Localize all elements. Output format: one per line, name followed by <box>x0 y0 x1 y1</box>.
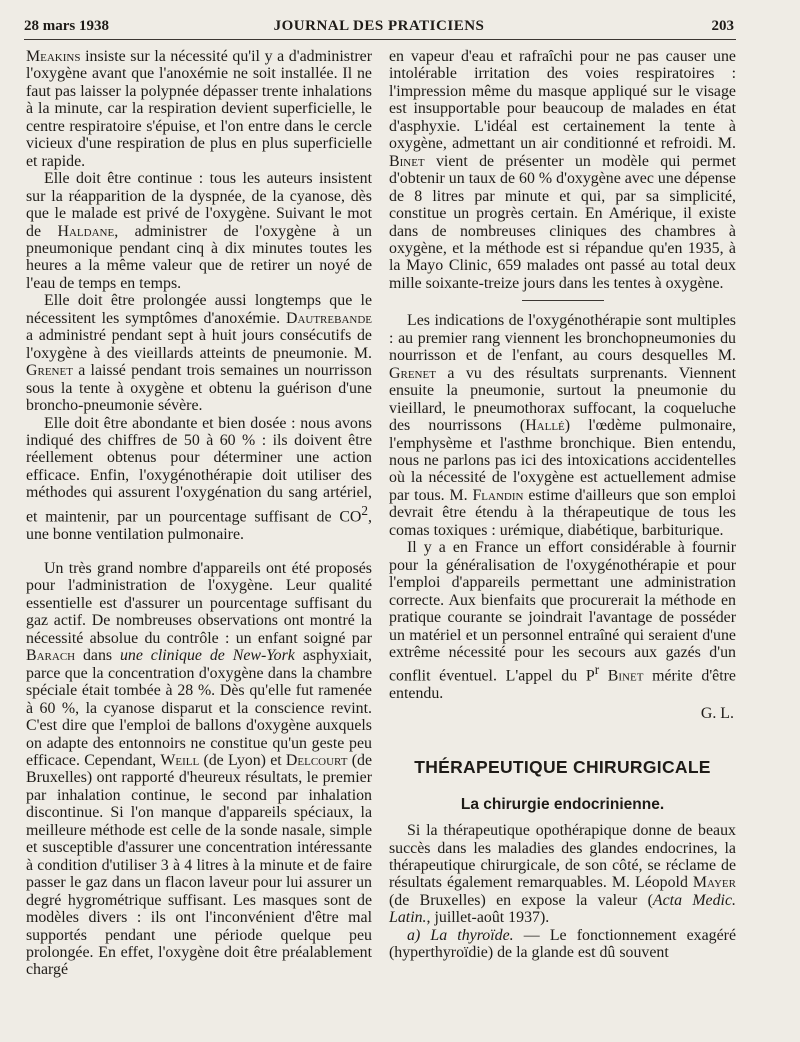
paragraph-gap <box>26 543 372 560</box>
section-divider <box>522 300 604 301</box>
paragraph: a) La thyroïde. — Le fonctionnement exagéré (hyperthyroïdie) de la glande est dû souvent <box>389 926 736 962</box>
paragraph: Meakins insiste sur la nécessité qu'il y a d'administrer l'oxygène avant que l'anoxémie ne soit installée. Il ne faut pas laisser la polypnée dépasser trente inhalations à la minute, car la respiration devient superficielle, le centre respiratoire s'épuise, et l'on entre dans le cercle vicieux d'une respiration de plus en plus superficielle et rapide. <box>26 48 372 170</box>
header-date: 28 mars 1938 <box>24 18 109 34</box>
running-header <box>24 14 734 36</box>
right-column <box>389 48 736 962</box>
paragraph: en vapeur d'eau et rafraîchi pour ne pas causer une intolérable irritation des voies respiratoires : l'impression même du masque appliqué sur le visage est insupportable pour beaucoup de malades en état d'asphyxie. L'idéal est certainement la tente à oxygène, admettant un air conditionné et refroidi. M. Binet vient de présenter un modèle qui permet d'obtenir un taux de 60 % d'oxygène avec une dépense de 8 litres par minute et qui, par sa simplicité, constitue un progrès certain. En Amérique, il existe dans de nombreuses cliniques des chambres à oxygène, et la méthode est si répandue qu'en 1935, à la Mayo Clinic, 659 malades ont passé au total deux mille soixante-treize jours dans les tentes à oxygène. <box>389 48 736 292</box>
header-page-number: 203 <box>711 18 734 34</box>
author-signature: G. L. <box>700 704 734 722</box>
paragraph: Un très grand nombre d'appareils ont été proposés pour l'administration de l'oxygène. Leur qualité essentielle est d'assurer un pourcentage suffisant du gaz actif. De nombreuses observations ont montré la nécessité absolue du contrôle : un enfant soigné par Barach dans une clinique de New-York asphyxiait, parce que la concentration d'oxygène dans la chambre spéciale était tombée à 28 %. Dès qu'elle fut ramenée à 60 %, la cyanose disparut et la conscience revint. C'est dire que l'emploi de ballons d'oxygène auxquels on adapte des entonnoirs ne constitue qu'un geste peu efficace. Cependant, Weill (de Lyon) et Delcourt (de Bruxelles) ont rapporté d'heureux résultats, le premier par inhalation continue, le second par inhalation discontinue. Si l'on manque d'appareils spéciaux, la meilleure méthode est celle de la sonde nasale, simple et susceptible d'assurer une concentration intéressante à condition d'utiliser 3 à 4 litres à la minute et de faire passer le gaz dans un flacon laveur pour lui assurer un degré hygrométrique suffisant. Les masques sont de modèles divers : ils ont l'inconvénient d'être mal supportés pendant une période quelque peu prolongée. En effet, l'oxygène doit être préalablement chargé <box>26 559 373 979</box>
paragraph: Il y a en France un effort considérable à fournir pour la généralisation de l'oxygénothérapie et pour l'emploi d'appareils permettant une administration correcte. Aux bienfaits que procurerait la méthode en pratique courante se joindrait l'avantage de posséder un matériel et un personnel entraîné qui seraient d'une extrême nécessité pour les secours aux gazés d'un conflit éventuel. L'appel du $P^r$ Binet mérite d'être entendu. <box>389 539 736 703</box>
left-column <box>26 48 372 979</box>
subsection-title: La chirurgie endocrinienne. <box>460 796 665 814</box>
paragraph: Si la thérapeutique opothérapique donne de beaux succès dans les maladies des glandes endocrines, la thérapeutique chirurgicale, de son côté, se réclame de résultats également remarquables. M. Léopold Mayer (de Bruxelles) en expose la valeur (Acta Medic. Latin., juillet-août 1937). <box>389 822 736 927</box>
paragraph: Les indications de l'oxygénothérapie sont multiples : au premier rang viennent les bronchopneumonies du nourrisson et de l'enfant, au cours desquelles M. Grenet a vu des résultats surprenants. Viennent ensuite la pneumonie, surtout la pneumonie du vieillard, le pneumothorax suffocant, la coqueluche des nourrissons (Hallé) l'œdème pulmonaire, l'emphysème et l'asthme bronchique. Bien entendu, nous ne parlons pas ici des intoxications accidentelles où la nécessité de l'oxygène est actuellement admise par tous. M. Flandin estime d'ailleurs que son emploi devrait être étendu à la thérapeutique de tous les comas toxiques : urémique, diabétique, barbiturique. <box>389 312 736 539</box>
paragraph: Elle doit être abondante et bien dosée : nous avons indiqué des chiffres de 50 à 60 % : ils doivent être réellement obtenus pour déterminer une action efficace. Enfin, l'oxygénothérapie doit utiliser des méthodes qui assurent l'oxygénation du sang artériel, et maintenir, par un pourcentage suffisant de $CO^2$, une bonne ventilation pulmonaire. <box>26 414 372 543</box>
paragraph: Elle doit être prolongée aussi longtemps que le nécessitent les symptômes d'anoxémie. Dautrebande a administré pendant sept à huit jours consécutifs de l'oxygène à des vieillards atteints de pneumonie. M. Grenet a laissé pendant trois semaines un nourrisson sous la tente à oxygène et obtenu la guérison d'une broncho-pneumonie sévère. <box>26 292 372 415</box>
section-title: THÉRAPEUTIQUE CHIRURGICALE <box>414 757 711 778</box>
paragraph: Elle doit être continue : tous les auteurs insistent sur la réapparition de la dyspnée, de la cyanose, dès que le malade est privé de l'oxygène. Suivant le mot de Haldane, administrer de l'oxygène à un pneumonique pendant cinq à dix minutes toutes les heures a la même valeur que de retirer un noyé de l'eau de temps en temps. <box>26 170 372 292</box>
header-rule <box>24 39 736 40</box>
header-journal-title: JOURNAL DES PRATICIENS <box>273 18 485 34</box>
